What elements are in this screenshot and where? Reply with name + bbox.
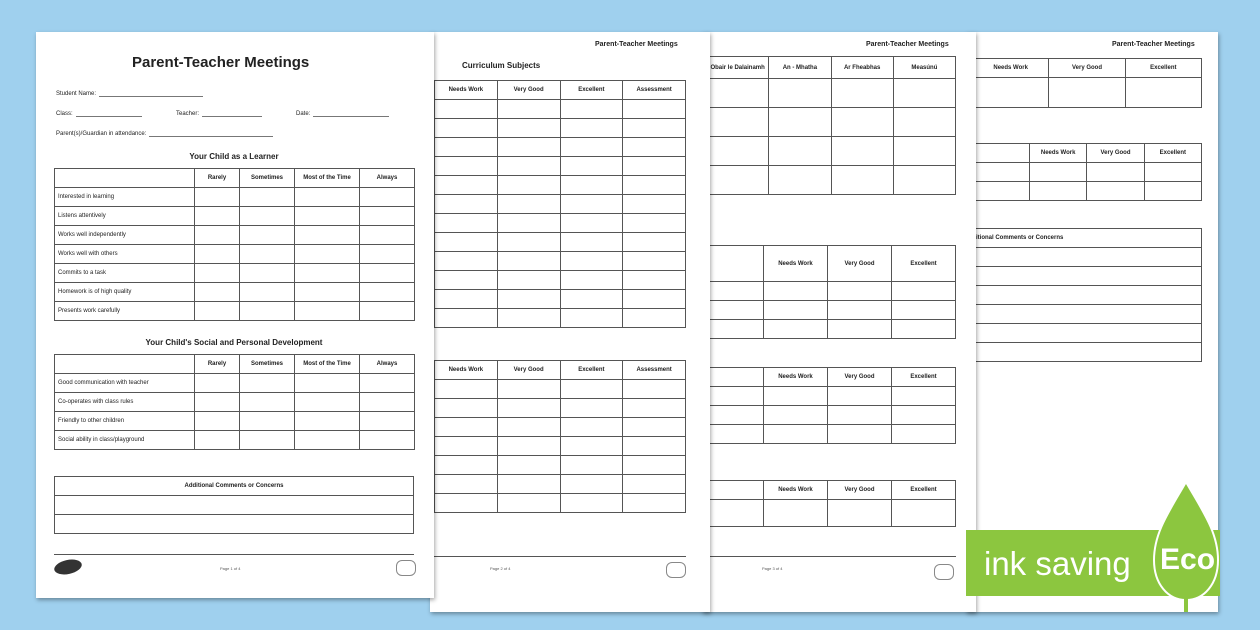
comments-title: Additional Comments or Concerns	[55, 477, 414, 496]
table-header: Needs Work	[764, 246, 828, 282]
table-header: Most of the Time	[295, 355, 360, 374]
table-header: Very Good	[1087, 144, 1144, 163]
assessment-table	[706, 480, 956, 527]
learner-table	[54, 168, 415, 321]
assessment-table	[972, 58, 1202, 108]
page-title: Parent-Teacher Meetings	[132, 54, 310, 71]
row-label: Friendly to other children	[55, 412, 195, 431]
page-number: Page 3 of 4	[762, 566, 783, 571]
table-header: Excellent	[892, 368, 956, 387]
table-header: Needs Work	[764, 368, 828, 387]
table-header: Excellent	[1125, 59, 1201, 78]
table-header: Excellent	[560, 361, 623, 380]
table-header: Excellent	[892, 481, 956, 500]
date-field	[296, 110, 389, 117]
table-header: Obair le Dalainamh	[707, 57, 769, 79]
row-label: Homework is of high quality	[55, 283, 195, 302]
page-header: Parent-Teacher Meetings	[595, 41, 678, 48]
table-header: Measúnú	[893, 57, 955, 79]
footer-divider	[706, 556, 956, 557]
curriculum-table	[434, 360, 686, 513]
section-title: Curriculum Subjects	[462, 61, 541, 70]
social-table	[54, 354, 415, 450]
eco-badge-label: Eco	[1160, 543, 1216, 576]
table-header: Needs Work	[435, 361, 498, 380]
irish-assessment-table	[706, 56, 956, 195]
row-label: Social ability in class/playground	[55, 431, 195, 450]
page-number: Page 1 of 4	[220, 566, 241, 571]
row-label: Listens attentively	[55, 207, 195, 226]
row-label: Co-operates with class rules	[55, 393, 195, 412]
field-label: Teacher:	[176, 111, 200, 117]
class-field	[56, 110, 142, 117]
assessment-table	[706, 245, 956, 339]
table-header: Rarely	[195, 169, 240, 188]
comments-table	[54, 476, 414, 534]
ink-saving-label: ink saving	[984, 545, 1131, 582]
table-header: Assessment	[623, 361, 686, 380]
guardian-field	[56, 130, 273, 137]
table-header: Always	[360, 169, 415, 188]
table-header: Needs Work	[764, 481, 828, 500]
field-label: Class:	[56, 111, 73, 117]
row-label: Works well independently	[55, 226, 195, 245]
page-number: Page 2 of 4	[490, 566, 511, 571]
student-name-field	[56, 90, 203, 97]
footer-divider	[54, 554, 414, 555]
table-header: Very Good	[828, 246, 892, 282]
page-header: Parent-Teacher Meetings	[866, 41, 949, 48]
row-label: Presents work carefully	[55, 302, 195, 321]
table-header: Always	[360, 355, 415, 374]
table-header: Very Good	[1049, 59, 1125, 78]
table-header: Very Good	[497, 361, 560, 380]
assessment-table	[972, 143, 1202, 201]
badge-icon	[666, 562, 686, 578]
row-label: Good communication with teacher	[55, 374, 195, 393]
teacher-field	[176, 110, 262, 117]
comments-title: itional Comments or Concerns	[973, 229, 1202, 248]
table-header: Needs Work	[973, 59, 1049, 78]
table-header: Excellent	[892, 246, 956, 282]
table-header: Sometimes	[240, 169, 295, 188]
row-label: Commits to a task	[55, 264, 195, 283]
field-label: Date:	[296, 111, 311, 117]
worksheet-page-2	[430, 32, 710, 612]
assessment-table	[706, 367, 956, 444]
field-label: Student Name:	[56, 91, 97, 97]
table-header: Excellent	[1144, 144, 1201, 163]
table-header: Ar Fheabhas	[831, 57, 893, 79]
comments-table	[972, 228, 1202, 362]
table-header: Very Good	[497, 81, 560, 100]
table-header: Needs Work	[1030, 144, 1087, 163]
table-header: Most of the Time	[295, 169, 360, 188]
worksheet-page-1	[36, 32, 434, 598]
badge-icon	[934, 564, 954, 580]
table-header: Excellent	[560, 81, 623, 100]
table-header: An - Mhatha	[769, 57, 831, 79]
badge-icon	[396, 560, 416, 576]
row-label: Works well with others	[55, 245, 195, 264]
table-header: Needs Work	[435, 81, 498, 100]
page-header: Parent-Teacher Meetings	[1112, 41, 1195, 48]
table-header: Very Good	[828, 368, 892, 387]
table-header: Very Good	[828, 481, 892, 500]
table-header: Rarely	[195, 355, 240, 374]
worksheet-page-3	[702, 32, 976, 612]
twinkl-logo	[53, 557, 83, 577]
section-title: Your Child's Social and Personal Development	[145, 338, 323, 347]
section-title: Your Child as a Learner	[189, 152, 279, 161]
field-label: Parent(s)/Guardian in attendance:	[56, 131, 147, 137]
table-header: Sometimes	[240, 355, 295, 374]
footer-divider	[434, 556, 686, 557]
curriculum-table	[434, 80, 686, 328]
row-label: Interested in learning	[55, 188, 195, 207]
table-header: Assessment	[623, 81, 686, 100]
